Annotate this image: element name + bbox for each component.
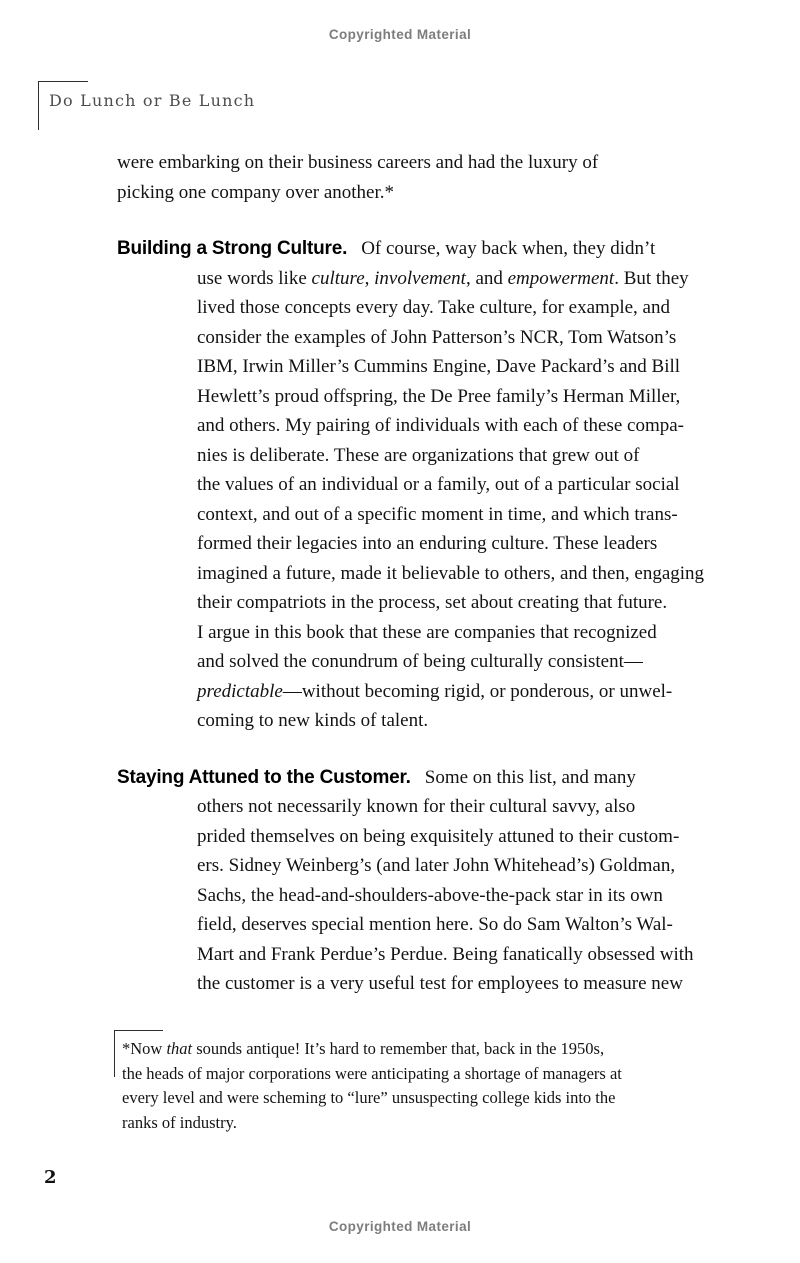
section-heading: Staying Attuned to the Customer. [117,766,411,788]
copyright-notice-bottom: Copyrighted Material [328,1219,472,1234]
section-heading: Building a Strong Culture. [117,238,348,259]
page-number: 2 [44,1167,57,1188]
paragraph: Building a Strong Culture. Of course, way back when, they didn’t use words like culture, involvement, and empowerment. But they lived those concepts every day. Take culture, for example, and consider the examples of John Patterson’s NCR, Tom Watson’s IBM, Irwin Miller’s Cummins Engine, Dave Packard’s and Bill Hewlett’s proud offspring, the De Pree family’s Herman Miller, and others. My pairing of individuals with each of these compa- nies is deliberate. These are organizations that grew out of the values of an individual or a family, out of a particular social context, and out of a specific moment in time, and which trans- formed their legacies into an enduring culture. These leaders imagined a future, made it believable to others, and then, engaging their compatriots in the process, set about creating that future. I argue in this book that these are companies that recognized and solved the conundrum of being culturally consistent— predictable—without becoming rigid, or ponderous, or unwel- coming to new kinds of talent. [117,238,705,731]
paragraph: were embarking on their business careers and had the luxury of picking one company over another.* [117,152,599,203]
running-head: Do Lunch or Be Lunch [49,91,256,110]
footnote: *Now that sounds antique! It’s hard to remember that, back in the 1950s, the heads of major corporations were anticipating a shortage of managers at every level and were scheming to “lure” unsuspecting college kids into the ranks of industry. [122,1039,622,1132]
page-body [117,148,719,999]
paragraph: Staying Attuned to the Customer. Some on this list, and many others not necessarily known for their cultural savvy, also prided themselves on being exquisitely attuned to their custom- ers. Sidney Weinberg’s (and later John Whitehead’s) Goldman, Sachs, the head-and-shoulders-above-the-pack star in its own field, deserves special mention here. So do Sam Walton’s Wal- Mart and Frank Perdue’s Perdue. Being fanatically obsessed with the customer is a very useful test for employees to measure new [117,766,694,994]
copyright-notice-top: Copyrighted Material [328,27,472,42]
